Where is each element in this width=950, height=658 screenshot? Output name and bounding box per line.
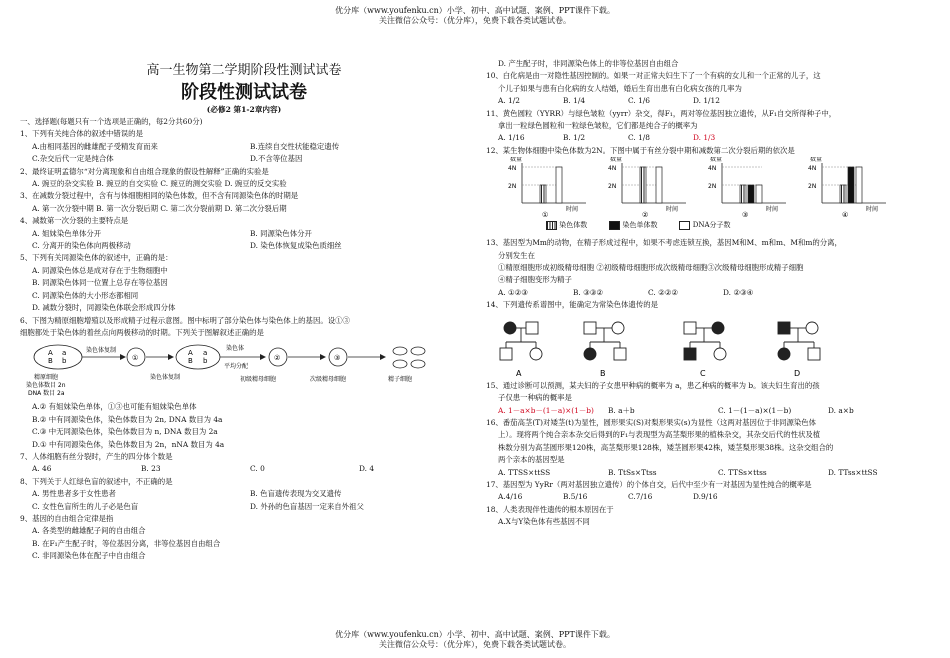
q10-option-b: B. 1/4	[563, 96, 586, 106]
q16-option-c: C. TTSs×ttss	[718, 467, 767, 477]
category-label-1: ①	[542, 211, 549, 220]
legend-chromosome-label: 染色体数	[559, 221, 588, 230]
question-15-cont: 子仅患一种病的概率是	[498, 393, 572, 403]
q15-option-d: D. a×b	[828, 405, 854, 415]
q6-option-a: A.② 有姐妹染色单体，①③也可能有姐妹染色单体	[32, 402, 197, 412]
q13-option-a: A. ①②③	[498, 287, 528, 297]
gene-B-1: B	[48, 357, 53, 366]
bar-4-series-2	[848, 167, 854, 203]
q11-option-b: B. 1/2	[563, 133, 586, 143]
question-1: 1、下列有关纯合体的叙述中错误的是	[20, 129, 143, 139]
question-8: 8、下列关于人红绿色盲的叙述中，不正确的是	[20, 476, 173, 486]
gene-a-2: a	[203, 349, 208, 358]
footer-line1: 优分库（www.youfenku.cn）小学、初中、高中试题、案例、PPT课件下载。	[335, 630, 615, 639]
tick-4n-4: 4N	[808, 165, 817, 173]
q12-legend	[486, 219, 938, 231]
q11-option-a: A. 1/16	[498, 133, 525, 143]
label-split-2: 平均分配	[224, 363, 249, 371]
q7-option-c: C. 0	[250, 464, 265, 474]
label-dna-count: DNA 数目 2a	[28, 390, 65, 398]
x-label-2: 时间	[666, 206, 679, 214]
cell-2-label: ②	[274, 354, 281, 363]
q17-option-d: D.9/16	[693, 492, 718, 502]
question-12: 12、某生物体细胞中染色体数为2N。下图中属于有丝分裂中期和减数第二次分裂后期的依次是	[486, 145, 795, 155]
x-label-1: 时间	[566, 206, 579, 214]
y-label-1: 数量	[510, 157, 523, 164]
q7-option-b: B. 23	[141, 464, 161, 474]
q9-option-a: A. 各类型的雌雄配子间的自由组合	[32, 526, 146, 536]
question-9: 9、基因的自由组合定律是指	[20, 513, 114, 523]
cell-1-label: ①	[132, 354, 139, 363]
q4-option-a: A. 姐妹染色单体分开	[32, 228, 102, 238]
q1-option-c: C.杂交后代一定是纯合体	[32, 154, 114, 164]
tick-2n-3: 2N	[708, 183, 717, 191]
question-16: 16、番茄高茎(T)对矮茎(t)为显性，圆形果实(S)对梨形果实(s)为显性（这两对基因位于非同源染色体	[486, 417, 817, 427]
tick-2n-1: 2N	[508, 183, 517, 191]
category-label-3: ③	[742, 211, 749, 220]
y-label-3: 数量	[710, 157, 723, 164]
exam-subtitle: 阶段性测试试卷	[181, 82, 307, 103]
left-column	[20, 60, 468, 563]
legend-dna-label: DNA分子数	[692, 221, 731, 230]
q15-option-c: C. 1－(1－a)×(1－b)	[718, 405, 792, 415]
header-line2: 关注微信公众号：（优分库），免费下载各类试题试卷。	[379, 16, 571, 25]
x-label-4: 时间	[866, 206, 879, 214]
legend-chromatid-label: 染色单体数	[622, 221, 658, 230]
q8-option-b: B. 色盲遗传表现为交叉遗传	[250, 489, 342, 499]
bar-4-series-3	[856, 167, 862, 203]
question-13-cont: 分别发生在	[498, 250, 535, 260]
gene-b-2: b	[203, 357, 208, 366]
q16-option-a: A. TTSS×ttSS	[498, 467, 551, 477]
gene-b-1: b	[62, 357, 67, 366]
q4-option-b: B. 同源染色体分开	[250, 228, 312, 238]
question-10-cont: 个儿子如果与患有白化病的女人结婚，婚后生育出患有白化病女孩的几率为	[498, 83, 742, 93]
q4-option-c: C. 分离开的染色体向两极移动	[32, 241, 131, 251]
label-replication-2: 染色体复制	[150, 374, 181, 382]
q7-option-a: A. 46	[32, 464, 52, 474]
question-16-cont2: 株数分别为高茎圆形果120株，高茎梨形果128株，矮茎圆形果42株，矮茎梨形果38株。这杂交组合的	[498, 442, 834, 452]
exam-scope: (必修2 第1-2章内容)	[206, 105, 282, 114]
y-label-2: 数量	[610, 157, 623, 164]
question-17: 17、基因型为 YyRr（两对基因独立遗传）的个体自交，后代中至少有一对基因为显性纯合的概率是	[486, 479, 812, 489]
category-label-4: ④	[842, 211, 849, 220]
bar-3-series-2	[748, 185, 754, 203]
spermatogonium-cell	[34, 345, 82, 369]
q9-option-b: B. 在F₁产生配子时，等位基因分离，非等位基因自由组合	[32, 538, 221, 548]
gene-A-2: A	[188, 349, 193, 358]
question-10: 10、白化病是由一对隐性基因控制的。如果一对正常夫妇生下了一个有病的女儿和一个正常的儿子，这	[486, 71, 821, 81]
q11-option-c: C. 1/8	[628, 133, 650, 143]
q8-option-c: C. 女性色盲所生的儿子必是色盲	[32, 501, 139, 511]
q17-option-a: A.4/16	[498, 492, 523, 502]
question-4: 4、减数第一次分裂的主要特点是	[20, 216, 129, 226]
question-6: 6、下图为精原细胞增殖以及形成精子过程示意图。图中标明了部分染色体与染色体上的基因。设①③	[20, 315, 350, 325]
question-5: 5、下列有关同源染色体的叙述中，正确的是：	[20, 253, 173, 263]
q11-option-d: D. 1/3	[693, 133, 716, 143]
q4-option-d: D. 染色体恢复成染色质细丝	[250, 241, 342, 251]
q15-option-a: A. 1－a×b－(1－a)×(1－b)	[498, 405, 594, 415]
question-18: 18、人类表现伴性遗传的根本原因在于	[486, 504, 614, 514]
label-split-1: 染色体	[226, 345, 245, 353]
q1-option-b: B.连续自交性状能稳定遗传	[250, 141, 340, 151]
legend-dna	[679, 219, 730, 231]
q3-options: A. 第一次分裂中期 B. 第一次分裂后期 C. 第二次分裂前期 D. 第二次分裂后期	[32, 203, 287, 213]
q5-option-a: A. 同源染色体总是成对存在于生物细胞中	[32, 265, 168, 275]
question-7: 7、人体细胞有丝分裂时，产生的四分体个数是	[20, 451, 173, 461]
q13-option-b: B. ③③②	[573, 287, 604, 297]
label-spermatogonium: 精原细胞	[34, 374, 59, 382]
cell-3-label: ③	[334, 354, 341, 363]
pedigree-label-c: C	[700, 368, 706, 378]
tick-2n-2: 2N	[608, 183, 617, 191]
q6-option-b: B.② 中有同源染色体，染色体数目为 2n, DNA 数目为 4a	[32, 414, 223, 424]
tick-4n-3: 4N	[708, 165, 717, 173]
right-column	[486, 58, 938, 529]
question-11: 11、黄色圆粒（YYRR）与绿色皱粒（yyrr）杂交，得F₁，两对等位基因独立遗传，从F₁自交所得种子中，	[486, 108, 837, 118]
question-15: 15、通过诊断可以预测，某夫妇的子女患甲种病的概率为 a，患乙种病的概率为 b。该夫妇生育出的孩	[486, 380, 820, 390]
q17-option-b: B.5/16	[563, 492, 588, 502]
label-secondary-spermatocyte: 次级精母细胞	[310, 376, 347, 384]
bar-3-series-1	[740, 185, 746, 203]
q12-bar-charts	[486, 157, 926, 219]
page-footer	[0, 630, 950, 650]
footer-line2: 关注微信公众号：（优分库），免费下载各类试题试卷。	[379, 640, 571, 649]
bar-4-series-1	[840, 185, 846, 203]
q14-pedigree-charts	[486, 312, 926, 380]
pedigree-label-d: D	[794, 368, 801, 378]
section-heading: 一、选择题(每题只有一个选项是正确的，每2分共60分)	[20, 117, 203, 126]
label-replication-1: 染色体复制	[86, 347, 117, 355]
category-label-2: ②	[642, 211, 649, 220]
q1-option-d: D.不含等位基因	[250, 154, 303, 164]
q5-option-b: B. 同源染色体同一位置上总存在等位基因	[32, 278, 168, 288]
page-header	[0, 6, 950, 26]
question-13-stage4: ④精子细胞变形为精子	[498, 275, 572, 285]
question-14: 14、下列遗传系谱图中，能确定为常染色体遗传的是	[486, 300, 659, 310]
gene-a-1: a	[62, 349, 67, 358]
q13-option-c: C. ②②②	[648, 287, 678, 297]
question-6-cont: 细胞都处于染色体的着丝点向两极移动的时期。下列关于图解叙述正确的是	[20, 327, 264, 337]
q18-option-a: A.X与Y染色体有些基因不同	[498, 517, 590, 527]
q1-option-a: A.由相同基因的雌雄配子受精发育而来	[32, 141, 158, 151]
legend-chromatid	[609, 219, 657, 231]
label-chromosome-count: 染色体数目 2n	[26, 382, 66, 390]
tick-4n-2: 4N	[608, 165, 617, 173]
q10-option-c: C. 1/6	[628, 96, 650, 106]
bar-2-series-1	[640, 167, 646, 203]
q8-option-d: D. 外孙的色盲基因一定来自外祖父	[250, 501, 364, 511]
q6-option-c: C.③ 中无同源染色体，染色体数目为 n, DNA 数目为 2a	[32, 427, 218, 437]
legend-chromosome	[546, 219, 587, 231]
q10-option-a: A. 1/2	[498, 96, 520, 106]
question-2: 2、最终证明孟德尔“对分离现象和自由组合现象的假设性解释”正确的实验是	[20, 166, 269, 176]
q10-option-d: D. 1/12	[693, 96, 720, 106]
gene-A-1: A	[48, 349, 53, 358]
primary-spermatocyte-cell	[176, 345, 220, 369]
question-13-stages: ①精原细胞形成初级精母细胞 ②初级精母细胞形成次级精母细胞③次级精母细胞形成精子细胞	[498, 263, 804, 273]
gene-B-2: B	[188, 357, 193, 366]
q2-options: A. 豌豆的杂交实验 B. 豌豆的自交实验 C. 豌豆的测交实验 D. 豌豆的反交实验	[32, 179, 287, 189]
label-spermatid: 精子细胞	[388, 376, 413, 384]
q7-option-d: D. 4	[359, 464, 375, 474]
q13-option-d: D. ②③④	[723, 287, 754, 297]
spermatogenesis-diagram	[20, 339, 460, 401]
question-3: 3、在减数分裂过程中，含有与体细胞相同的染色体数，但不含有同源染色体的时期是	[20, 191, 299, 201]
q16-option-d: D. TTss×ttSS	[828, 467, 878, 477]
pedigree-label-a: A	[516, 368, 522, 378]
pedigree-label-b: B	[600, 368, 606, 378]
exam-title: 高一生物第二学期阶段性测试试卷	[146, 63, 342, 78]
q8-option-a: A. 男性患者多于女性患者	[32, 489, 116, 499]
question-16-cont3: 两个亲本的基因型是	[498, 455, 565, 465]
question-13: 13、基因型为Mm的动物，在精子形成过程中，如果不考虑连锁互换，基因M和M、m和m、M和m的分离，	[486, 238, 842, 248]
question-11-cont: 拿出一粒绿色圆粒和一粒绿色皱粒，它们都是纯合子的概率为	[498, 121, 698, 131]
q9-option-c: C. 非同源染色体在配子中自由组合	[32, 551, 146, 561]
label-primary-spermatocyte: 初级精母细胞	[240, 376, 277, 384]
bar-1-series-1	[540, 185, 546, 203]
q15-option-b: B. a＋b	[608, 405, 635, 415]
q6-option-d: D.① 中有同源染色体，染色体数目为 2n，nNA 数目为 4a	[32, 439, 225, 449]
tick-2n-4: 2N	[808, 183, 817, 191]
q5-option-c: C. 同源染色体的大小形态都相同	[32, 290, 139, 300]
tick-4n-1: 4N	[508, 165, 517, 173]
bar-3-series-3	[756, 185, 762, 203]
question-16-cont1: 上）。现将两个纯合亲本杂交后得到的F₁与表现型为高茎梨形果的植株杂交，其杂交后代的性状及植	[498, 430, 821, 440]
header-line1: 优分库（www.youfenku.cn）小学、初中、高中试题、案例、PPT课件下载。	[335, 6, 615, 15]
q16-option-b: B. TtSs×Ttss	[608, 467, 657, 477]
q5-option-d: D. 减数分裂时，同源染色体联会形成四分体	[32, 303, 176, 313]
y-label-4: 数量	[810, 157, 823, 164]
bar-1-series-3	[556, 167, 562, 203]
x-label-3: 时间	[766, 206, 779, 214]
q17-option-c: C.7/16	[628, 492, 653, 502]
bar-2-series-3	[656, 167, 662, 203]
q9-option-d: D. 产生配子时，非同源染色体上的非等位基因自由组合	[498, 59, 679, 68]
